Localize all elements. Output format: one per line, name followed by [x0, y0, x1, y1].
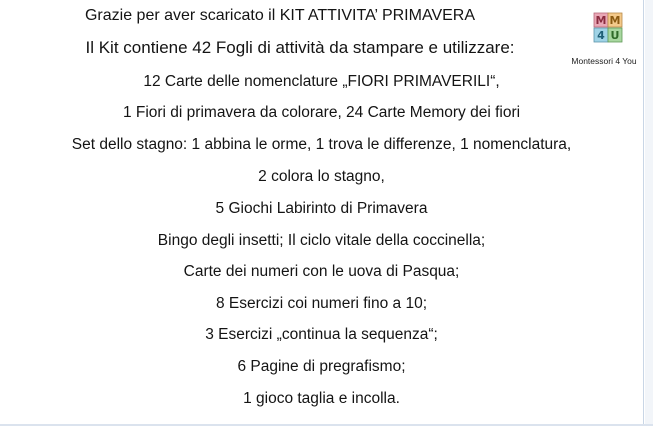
svg-text:U: U	[610, 29, 620, 42]
list-item: 8 Esercizi coi numeri fino a 10;	[215, 295, 428, 312]
svg-text:M: M	[595, 14, 607, 27]
kit-contents-heading: Il Kit contiene 42 Fogli di attività da stampare e utilizzare:	[85, 38, 515, 57]
list-item: Bingo degli insetti; Il ciclo vitale della coccinella;	[157, 232, 486, 249]
list-item: Set dello stagno: 1 abbina le orme, 1 trova le differenze, 1 nomenclatura,	[71, 136, 572, 153]
list-item: 5 Giochi Labirinto di Primavera	[215, 200, 428, 217]
svg-text:M: M	[609, 14, 621, 27]
list-item: 12 Carte delle nomenclature „FIORI PRIMAVERILI“,	[143, 73, 500, 90]
list-item: Carte dei numeri con le uova di Pasqua;	[183, 263, 460, 280]
page-edge-shade	[645, 0, 653, 426]
list-item: 1 gioco taglia e incolla.	[243, 390, 400, 407]
list-item: 3 Esercizi „continua la sequenza“;	[205, 326, 438, 343]
list-item: 6 Pagine di pregrafismo;	[237, 358, 406, 375]
alphabet-blocks-icon	[565, 12, 643, 56]
list-item: 2 colora lo stagno,	[258, 168, 385, 185]
svg-text:4: 4	[597, 29, 605, 42]
page-edge-line	[643, 0, 644, 426]
montessori-4-you-logo	[565, 12, 643, 68]
logo-caption: Montessori 4 You	[571, 56, 637, 66]
thank-you-heading: Grazie per aver scaricato il KIT ATTIVITA’ PRIMAVERA	[84, 7, 476, 24]
list-item: 1 Fiori di primavera da colorare, 24 Carte Memory dei fiori	[122, 104, 521, 121]
